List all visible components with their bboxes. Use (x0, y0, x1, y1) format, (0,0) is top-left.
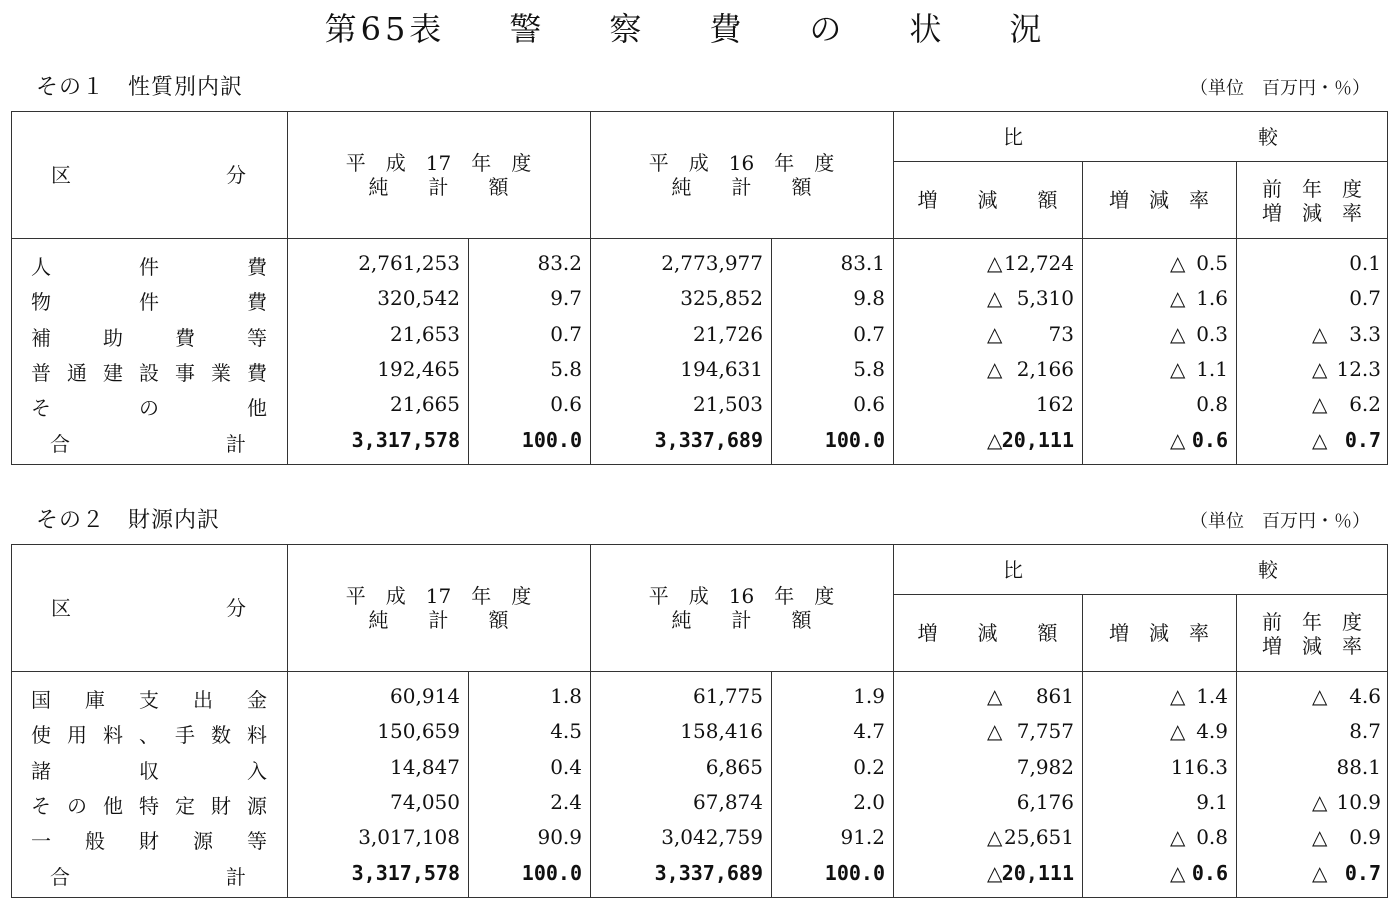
section2-pct-17: 1.8 (550, 684, 582, 708)
section1-value-16: 21,503 (693, 392, 763, 417)
section2-prev-rate: 10.9 (1336, 789, 1381, 814)
section1-diff-amount: 73 (1048, 321, 1074, 346)
section1-header-year16: 純 計 額 (671, 175, 812, 199)
section1-pct-16: 5.8 (853, 356, 885, 381)
label-char: 合 (50, 864, 70, 889)
section2-pct-17: 2.4 (550, 789, 582, 814)
section2-diff-amount: 861 (1035, 684, 1074, 708)
section2-row-label (31, 755, 267, 784)
label-char: 合 (50, 431, 70, 456)
section2-pct-16: 0.2 (853, 754, 885, 779)
section2-header-zogen-ritsu: 増 減 率 (1109, 621, 1209, 645)
section1-value-17: 192,465 (377, 356, 460, 381)
section2-pct-17: 90.9 (537, 825, 582, 850)
section1-row-label (31, 286, 267, 315)
page-title (0, 4, 1400, 50)
section1-value-17: 320,542 (377, 286, 460, 311)
section1-header-hikaku: 較 (1258, 125, 1278, 149)
label-char: 料 (247, 723, 267, 748)
section2-value-16: 158,416 (680, 719, 763, 744)
section1-row-label (50, 428, 246, 457)
section2-neg-triangle-icon: △ (1170, 860, 1186, 885)
section1-value-17: 3,317,578 (351, 427, 460, 452)
section1-diff-amount: 162 (1035, 392, 1074, 417)
section1-diff-rate: 0.3 (1196, 321, 1228, 346)
section2-value-16: 3,042,759 (661, 825, 763, 850)
label-char: 費 (175, 325, 195, 350)
section2-diff-amount: 20,111 (1001, 860, 1074, 885)
section2-diff-amount: 7,757 (1016, 719, 1074, 744)
section2-value-16: 61,775 (693, 684, 763, 708)
section2-value-17: 150,659 (377, 719, 460, 744)
section2-diff-amount: 6,176 (1016, 789, 1074, 814)
title-char: 警 (509, 10, 542, 48)
section1-neg-triangle-icon: △ (1312, 392, 1328, 417)
label-char: 他 (103, 793, 123, 818)
section1-header-kubun: 分 (226, 163, 246, 187)
label-char: 財 (211, 793, 231, 818)
label-char: 定 (175, 793, 195, 818)
label-char: 費 (247, 360, 267, 385)
section1-diff-amount: 2,166 (1016, 356, 1074, 381)
section2-pct-16: 91.2 (840, 825, 885, 850)
section1-pct-17: 0.6 (550, 392, 582, 417)
section2-header-zennen: 前 年 度 (1262, 610, 1362, 634)
section1-prev-rate: 0.7 (1349, 286, 1381, 311)
label-char: 設 (139, 360, 159, 385)
section2-neg-triangle-icon: △ (987, 684, 1003, 708)
section2-header-divider (11, 671, 1388, 672)
section1-col-divider (468, 238, 469, 465)
section1-neg-triangle-icon: △ (1170, 427, 1186, 452)
section1-header-kubun: 区 (51, 163, 71, 187)
label-char: 国 (31, 688, 51, 712)
section1-header-year17: 純 計 額 (368, 175, 509, 199)
section1-value-16: 3,337,689 (654, 427, 763, 452)
section2-diff-amount: 25,651 (1004, 825, 1074, 850)
label-char: そ (31, 396, 51, 421)
section2-pct-17: 4.5 (550, 719, 582, 744)
section1-neg-triangle-icon: △ (1312, 427, 1328, 452)
section1-row-label (31, 392, 267, 421)
section2-neg-triangle-icon: △ (1170, 684, 1186, 708)
section2-value-17: 3,317,578 (351, 860, 460, 885)
section1-diff-amount: 5,310 (1016, 286, 1074, 311)
label-char: 補 (31, 325, 51, 350)
section2-header-kubun: 分 (226, 596, 246, 620)
section1-prev-rate: 0.7 (1344, 427, 1381, 452)
label-char: 源 (247, 793, 267, 818)
label-char: 般 (85, 829, 105, 854)
label-char: 等 (247, 325, 267, 350)
section2-header-year16: 平 成 16 年 度 (648, 584, 835, 608)
label-char: の (67, 793, 87, 818)
section1-pct-16: 0.7 (853, 321, 885, 346)
section1-row-label (31, 322, 267, 351)
section2-row-label (31, 825, 267, 854)
section2-neg-triangle-icon: △ (1312, 825, 1328, 850)
label-char: 用 (67, 723, 87, 748)
section2-neg-triangle-icon: △ (987, 825, 1003, 850)
section2-pct-16: 2.0 (853, 789, 885, 814)
label-char: 金 (247, 688, 267, 712)
section2-neg-triangle-icon: △ (987, 719, 1003, 744)
label-char: 料 (103, 723, 123, 748)
label-char: 一 (31, 829, 51, 854)
section1-diff-rate: 1.1 (1196, 356, 1228, 381)
section2-diff-rate: 4.9 (1196, 719, 1228, 744)
section2-prev-rate: 88.1 (1336, 754, 1381, 779)
section1-neg-triangle-icon: △ (987, 321, 1003, 346)
section1-value-17: 21,653 (390, 321, 460, 346)
section1-neg-triangle-icon: △ (1170, 321, 1186, 346)
title-char: の (809, 10, 842, 48)
section2-row-label (31, 719, 267, 748)
section2-header-year17: 平 成 17 年 度 (345, 584, 532, 608)
section2-row-label (31, 790, 267, 819)
section1-value-17: 21,665 (390, 392, 460, 417)
label-char: 費 (247, 290, 267, 315)
title-char: 状 (909, 10, 942, 48)
label-char: 出 (193, 688, 213, 712)
section1-neg-triangle-icon: △ (1312, 321, 1328, 346)
label-char: 諸 (31, 758, 51, 783)
label-char: 費 (247, 255, 267, 279)
label-char: 人 (31, 255, 51, 279)
section2-diff-rate: 116.3 (1170, 754, 1228, 779)
section1-neg-triangle-icon: △ (987, 251, 1003, 275)
section2-neg-triangle-icon: △ (1312, 789, 1328, 814)
section2-unit: （単位 百万円・％） (1190, 511, 1370, 532)
section2-value-16: 6,865 (705, 754, 763, 779)
section1-diff-amount: 12,724 (1004, 251, 1074, 275)
section1-unit: （単位 百万円・％） (1190, 78, 1370, 99)
label-char: の (139, 396, 159, 421)
section1-pct-16: 9.8 (853, 286, 885, 311)
section2-neg-triangle-icon: △ (1312, 684, 1328, 708)
section2-prev-rate: 4.6 (1349, 684, 1381, 708)
section2-col-divider (771, 671, 772, 898)
section1-prev-rate: 6.2 (1349, 392, 1381, 417)
section2-col-divider (893, 544, 894, 898)
section1-pct-16: 100.0 (824, 427, 885, 452)
section1-hikaku-divider (893, 161, 1388, 162)
section2-neg-triangle-icon: △ (1312, 860, 1328, 885)
label-char: 他 (247, 396, 267, 421)
section1-pct-17: 9.7 (550, 286, 582, 311)
title-char: 況 (1009, 10, 1042, 48)
section1-prev-rate: 12.3 (1336, 356, 1381, 381)
section1-pct-17: 0.7 (550, 321, 582, 346)
label-char: 等 (247, 829, 267, 854)
label-char: 件 (139, 255, 159, 279)
section2-value-17: 14,847 (390, 754, 460, 779)
title-char: 察 (609, 10, 642, 48)
label-char: 件 (139, 290, 159, 315)
section2-prev-rate: 8.7 (1349, 719, 1381, 744)
label-char: 数 (211, 723, 231, 748)
section1-row-label (31, 251, 267, 280)
section1-diff-rate: 0.8 (1196, 392, 1228, 417)
section2-pct-16: 1.9 (853, 684, 885, 708)
section1-pct-17: 100.0 (521, 427, 582, 452)
label-char: 手 (175, 723, 195, 748)
section1-header-year17: 平 成 17 年 度 (345, 151, 532, 175)
section1-header-zennen: 増 減 率 (1262, 201, 1362, 225)
section2-row-label (31, 684, 267, 713)
section1-row-label (31, 357, 267, 386)
section1-header-zogen-ritsu: 増 減 率 (1109, 188, 1209, 212)
section1-pct-17: 83.2 (537, 251, 582, 275)
section2-prev-rate: 0.7 (1344, 860, 1381, 885)
section1-diff-rate: 0.6 (1191, 427, 1228, 452)
section1-header-year16: 平 成 16 年 度 (648, 151, 835, 175)
section2-row-label (50, 861, 246, 890)
label-char: 使 (31, 723, 51, 748)
label-char: 入 (247, 758, 267, 783)
section1-prev-rate: 3.3 (1349, 321, 1381, 346)
table-number: 第65表 (324, 10, 446, 48)
section2-diff-rate: 0.8 (1196, 825, 1228, 850)
section2-header-zogen-gaku: 増 減 額 (917, 621, 1058, 645)
section1-pct-16: 0.6 (853, 392, 885, 417)
label-char: 業 (211, 360, 231, 385)
label-char: 庫 (85, 688, 105, 712)
section2-diff-rate: 9.1 (1196, 789, 1228, 814)
section2-value-16: 3,337,689 (654, 860, 763, 885)
section1-value-16: 21,726 (693, 321, 763, 346)
section1-col-divider (893, 111, 894, 465)
section2-value-16: 67,874 (693, 789, 763, 814)
label-char: 特 (139, 793, 159, 818)
section2-prev-rate: 0.9 (1349, 825, 1381, 850)
section2-pct-17: 100.0 (521, 860, 582, 885)
section2-header-zennen: 増 減 率 (1262, 634, 1362, 658)
section1-subtitle: その１ 性質別内訳 (36, 75, 244, 100)
section2-diff-rate: 0.6 (1191, 860, 1228, 885)
section1-pct-16: 83.1 (840, 251, 885, 275)
section2-diff-amount: 7,982 (1016, 754, 1074, 779)
section1-header-hikaku: 比 (1003, 125, 1023, 149)
section1-value-16: 194,631 (680, 356, 763, 381)
section2-neg-triangle-icon: △ (1170, 825, 1186, 850)
section1-value-16: 2,773,977 (661, 251, 763, 275)
label-char: 建 (103, 360, 123, 385)
section1-header-zennen: 前 年 度 (1262, 177, 1362, 201)
section2-pct-16: 4.7 (853, 719, 885, 744)
section2-value-17: 3,017,108 (358, 825, 460, 850)
section2-header-hikaku: 比 (1003, 558, 1023, 582)
label-char: 支 (139, 688, 159, 712)
label-char: 普 (31, 360, 51, 385)
section1-diff-amount: 20,111 (1001, 427, 1074, 452)
label-char: 物 (31, 290, 51, 315)
section2-header-year16: 純 計 額 (671, 608, 812, 632)
section2-diff-rate: 1.4 (1196, 684, 1228, 708)
section1-value-16: 325,852 (680, 286, 763, 311)
section1-neg-triangle-icon: △ (1170, 251, 1186, 275)
section1-neg-triangle-icon: △ (987, 356, 1003, 381)
section1-neg-triangle-icon: △ (987, 427, 1003, 452)
section2-subtitle: その２ 財源内訳 (36, 508, 221, 533)
section2-pct-17: 0.4 (550, 754, 582, 779)
section2-neg-triangle-icon: △ (1170, 719, 1186, 744)
section2-neg-triangle-icon: △ (987, 860, 1003, 885)
section1-prev-rate: 0.1 (1349, 251, 1381, 275)
label-char: 通 (67, 360, 87, 385)
section2-hikaku-divider (893, 594, 1388, 595)
label-char: 、 (139, 723, 159, 748)
section2-pct-16: 100.0 (824, 860, 885, 885)
section2-header-year17: 純 計 額 (368, 608, 509, 632)
section1-col-divider (771, 238, 772, 465)
section1-neg-triangle-icon: △ (987, 286, 1003, 311)
label-char: 収 (139, 758, 159, 783)
section1-neg-triangle-icon: △ (1170, 286, 1186, 311)
section2-col-divider (468, 671, 469, 898)
section1-pct-17: 5.8 (550, 356, 582, 381)
label-char: 計 (226, 431, 246, 456)
section2-header-hikaku: 較 (1258, 558, 1278, 582)
section1-header-divider (11, 238, 1388, 239)
section1-neg-triangle-icon: △ (1170, 356, 1186, 381)
label-char: 計 (226, 864, 246, 889)
label-char: 源 (193, 829, 213, 854)
label-char: 助 (103, 325, 123, 350)
section1-value-17: 2,761,253 (358, 251, 460, 275)
section2-value-17: 60,914 (390, 684, 460, 708)
title-char: 費 (709, 10, 742, 48)
label-char: そ (31, 793, 51, 818)
section1-header-zogen-gaku: 増 減 額 (917, 188, 1058, 212)
label-char: 財 (139, 829, 159, 854)
section1-neg-triangle-icon: △ (1312, 356, 1328, 381)
section1-diff-rate: 0.5 (1196, 251, 1228, 275)
label-char: 事 (175, 360, 195, 385)
section2-header-kubun: 区 (51, 596, 71, 620)
section2-value-17: 74,050 (390, 789, 460, 814)
section1-diff-rate: 1.6 (1196, 286, 1228, 311)
